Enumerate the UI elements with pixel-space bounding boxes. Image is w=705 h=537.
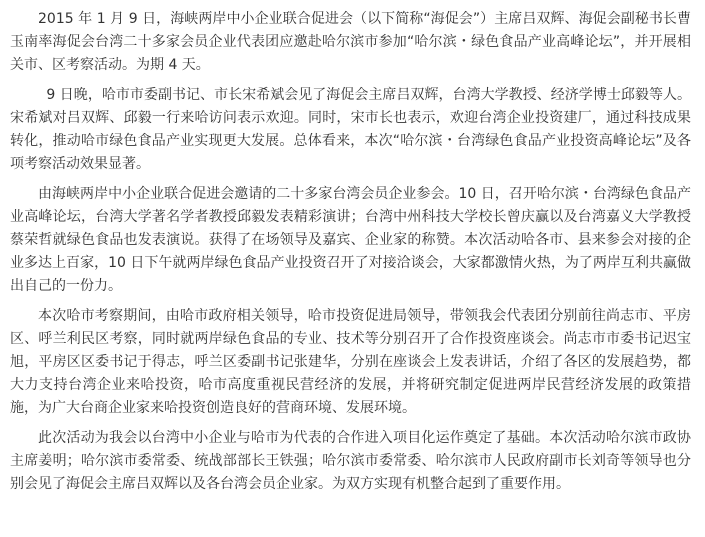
- paragraph-3: 由海峡两岸中小企业联合促进会邀请的二十多家台湾会员企业参会。10 日，召开哈尔滨・台湾绿色食品产业高峰论坛，台湾大学著名学者教授邱毅发表精彩演讲；台湾中州科技大学校长曾庆赢以及台湾嘉义大学教授蔡荣哲就绿色食品也发表演说。获得了在场领导及嘉宾、企业家的称赞。本次活动哈各市、县来参会对接的企业多达上百家，10 日下午就两岸绿色食品产业投资召开了对接洽谈会，大家都激情火热，为了两岸互利共赢做出自己的一份力。: [10, 186, 691, 294]
- paragraph-1: 2015 年 1 月 9 日，海峡两岸中小企业联合促进会（以下简称“海促会”）主席吕双辉、海促会副秘书长曹玉南率海促会台湾二十多家会员企业代表团应邀赴哈尔滨市参加“哈尔滨・绿色食品产业高峰论坛”，并开展相关市、区考察活动。为期 4 天。: [10, 11, 691, 73]
- paragraph-2: 9 日晚，哈市市委副书记、市长宋希斌会见了海促会主席吕双辉，台湾大学教授、经济学博士邱毅等人。宋希斌对吕双辉、邱毅一行来哈访问表示欢迎。同时，宋市长也表示，欢迎台湾企业投资建厂，通过科技成果转化，推动哈市绿色食品产业实现更大发展。总体看来，本次“哈尔滨・台湾绿色食品产业投资高峰论坛”及各项考察活动效果显著。: [10, 87, 691, 172]
- paragraph-5: 此次活动为我会以台湾中小企业与哈市为代表的合作进入项目化运作奠定了基础。本次活动哈尔滨市政协主席姜明；哈尔滨市委常委、统战部部长王铁强；哈尔滨市委常委、哈尔滨市人民政府副市长刘奇等领导也分别会见了海促会主席吕双辉以及各台湾会员企业家。为双方实现有机整合起到了重要作用。: [10, 430, 691, 492]
- paragraph-4: 本次哈市考察期间，由哈市政府相关领导，哈市投资促进局领导，带领我会代表团分别前往尚志市、平房区、呼兰利民区考察，同时就两岸绿色食品的专业、技术等分别召开了合作投资座谈会。尚志市市委书记迟宝旭，平房区区委书记于得志，呼兰区委副书记张建华，分别在座谈会上发表讲话，介绍了各区的发展趋势，都大力支持台湾企业来哈投资，哈市高度重视民营经济的发展，并将研究制定促进两岸民营经济发展的政策措施，为广大台商企业家来哈投资创造良好的营商环境、发展环境。: [10, 308, 691, 416]
